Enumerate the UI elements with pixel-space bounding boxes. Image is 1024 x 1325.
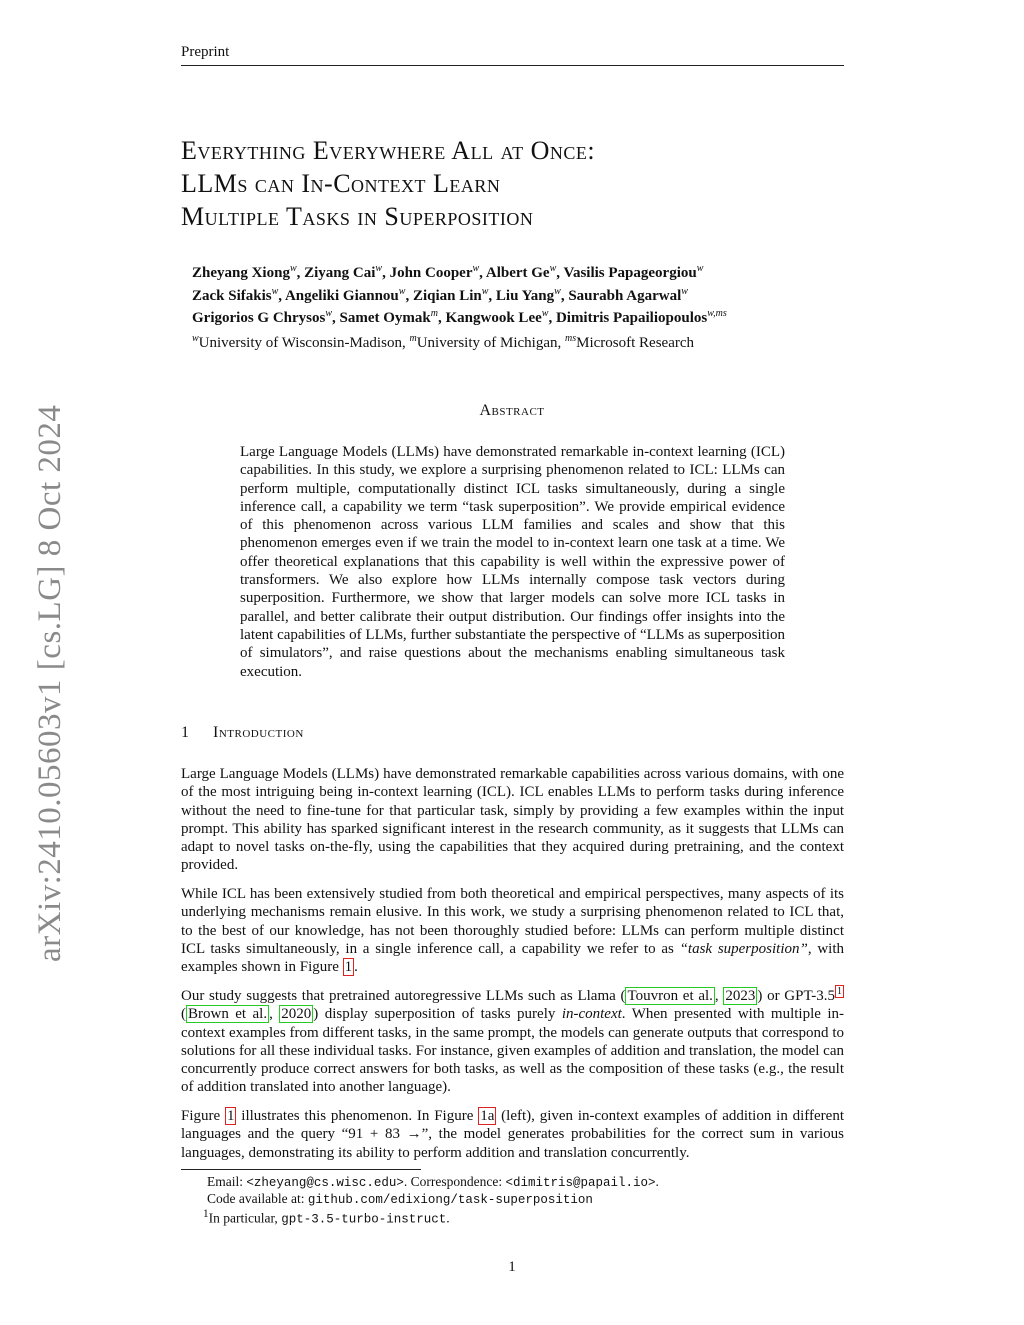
author-affiliation-mark: w (289, 263, 297, 274)
author-affiliation-mark: w (472, 263, 480, 274)
emphasis: “task superposition” (679, 940, 808, 957)
text-run: Email: (207, 1174, 247, 1189)
author-affiliation-mark: w (696, 263, 704, 274)
author-list (192, 260, 727, 328)
affiliation-name: University of Wisconsin-Madison, (198, 335, 410, 351)
author-affiliation-mark: w (481, 285, 489, 297)
author-name: Zack Sifakis (192, 287, 272, 304)
footnote-mark: 1 (203, 1208, 209, 1220)
figure-ref-link[interactable]: 1 (344, 959, 353, 976)
text-run: ) or GPT-3.5 (757, 988, 836, 1004)
text-run: Figure (181, 1108, 225, 1124)
author-name: Samet Oymak (339, 310, 431, 326)
footnote-rule (181, 1169, 421, 1170)
author-line-1: Zheyang Xiong$^w$, Ziyang Cai$^w$, John Cooper$^w$, Albert Ge$^w$, Vasilis Papageorgiou$^w$ (192, 263, 704, 281)
author-affiliation-mark: w (681, 285, 688, 297)
citation-link[interactable]: Touvron et al. (627, 988, 713, 1004)
footnote-code (207, 1191, 593, 1207)
author-name: Saurabh Agarwal (568, 287, 682, 304)
title-line-3: Multiple Tasks in Superposition (181, 202, 534, 231)
author-name: Ziqian Lin (412, 287, 482, 304)
author-affiliation-mark: w (375, 263, 383, 274)
footnote-link[interactable]: 1 (837, 986, 843, 997)
footnote-email (207, 1174, 659, 1190)
emphasis: in-context (561, 1006, 622, 1023)
code-url-link[interactable]: github.com/edixiong/task-superposition (307, 1193, 593, 1207)
section-number: 1 (181, 724, 190, 741)
intro-paragraph-3 (181, 987, 844, 1097)
author-name: Angeliki Giannou (284, 287, 399, 304)
text-run: Our study suggests that pretrained autoregressive LLMs such as Llama ( (181, 988, 626, 1004)
intro-paragraph-4 (181, 1107, 844, 1162)
title-line-1: Everything Everywhere All at Once: (181, 136, 596, 165)
intro-paragraph-2 (181, 885, 844, 976)
text-run: Code available at: (207, 1191, 308, 1206)
author-name: Kangwook Lee (445, 310, 542, 326)
author-name: Albert Ge (485, 265, 550, 281)
abstract-heading: Abstract (479, 402, 545, 419)
running-head: Preprint (181, 44, 230, 60)
author-name: Ziyang Cai (304, 265, 376, 281)
text-run: . (354, 959, 358, 976)
figure-ref-link[interactable]: 1 (226, 1108, 235, 1124)
paper-title (181, 134, 595, 233)
author-name: Liu Yang (495, 287, 555, 304)
abstract-body: Large Language Models (LLMs) have demonstrated remarkable in-context learning (ICL) capabilities. In this study, we explore a surprising phenomenon related to ICL: LLMs can perform multiple, computationally distinct ICL tasks simultaneously, during a single inference call, a capability we term “task superposition”. We provide empirical evidence of this phenomenon across various LLM families and scales and show that this phenomenon emerges even if we train the model to in-context learn one task at a time. We offer theoretical explanations that this capability is well within the expressive power of transformers. We also explore how LLMs internally compose task vectors during superposition. Furthermore, we show that larger models can solve more ICL tasks in parallel, and better calibrate their output distribution. Our findings offer insights into the latent capabilities of LLMs, further substantiate the perspective of “LLMs as superposition of simulators”, and raise questions about the mechanisms enabling simultaneous task execution. (240, 444, 785, 680)
text-run: In particular, (208, 1210, 282, 1226)
section-heading-introduction (181, 724, 304, 742)
email-link[interactable]: <zheyang@cs.wisc.edu> (246, 1176, 404, 1190)
author-affiliation-mark: w (554, 285, 561, 297)
author-name: Zheyang Xiong (192, 265, 290, 281)
text-run: . When presented with multiple in-context examples from different tasks, in the same prompt, the models can generate outputs that correspond to solutions for all these individual tasks. For instance, given examples of addition and translation, the model can concurrently produce correct answers for both tasks, as well as the composition of these tasks (e.g., the result of addition translated into another language). (181, 1006, 845, 1096)
footnote-1 (203, 1208, 450, 1227)
model-name: gpt-3.5-turbo-instruct (281, 1212, 447, 1227)
author-name: Dimitris Papailiopoulos (555, 310, 708, 326)
author-affiliation-mark: w (541, 308, 549, 319)
author-name: Vasilis Papageorgiou (563, 265, 697, 281)
section-title: Introduction (213, 724, 304, 741)
header-rule (181, 65, 844, 66)
text-run: . Correspondence: (403, 1174, 506, 1189)
affiliations (192, 333, 694, 352)
text-run: illustrates this phenomenon. In Figure (236, 1108, 479, 1124)
author-affiliation-mark: w,ms (707, 308, 727, 319)
citation-link[interactable]: Brown et al. (188, 1006, 268, 1023)
affiliation-name: Microsoft Research (576, 335, 695, 351)
author-affiliation-mark: w (325, 308, 333, 319)
author-line-2: Zack Sifakis$^w$, Angeliki Giannou$^w$, Ziqian Lin$^w$, Liu Yang$^w$, Saurabh Agarwal$^w$ (192, 285, 688, 304)
correspondence-email-link[interactable]: <dimitris@papail.io> (505, 1176, 656, 1190)
citation-year-link[interactable]: 2023 (725, 988, 756, 1004)
page-number: 1 (508, 1259, 516, 1275)
text-run: , (269, 1006, 280, 1023)
text-run: While ICL has been extensively studied from both theoretical and empirical perspectives, many aspects of its underlying mechanisms remain elusive. In this work, we study a surprising phenomenon related to ICL that, to the best of our knowledge, has not been thoroughly studied before: LLMs can perform multiple distinct ICL tasks simultaneously, in a single inference call, a capability we refer to as (181, 886, 844, 957)
author-line-3: Grigorios G Chrysos$^w$, Samet Oymak$^m$, Kangwook Lee$^w$, Dimitris Papailiopoulos$^{w,ms}$ (192, 308, 727, 326)
text-run: . (446, 1210, 450, 1226)
text-run: ) display superposition of tasks purely (313, 1006, 562, 1023)
citation-year-link[interactable]: 2020 (281, 1006, 312, 1023)
affiliation-mark: ms (565, 333, 577, 344)
affiliation-mark: w (192, 333, 199, 344)
affiliation-mark: m (409, 333, 417, 344)
affiliation-name: University of Michigan, (416, 335, 565, 351)
text-run: ( (181, 1006, 186, 1023)
text-run: , with examples shown in Figure (181, 940, 844, 976)
author-affiliation-mark: m (430, 308, 438, 319)
intro-paragraph-1: Large Language Models (LLMs) have demonstrated remarkable capabilities across various domains, with one of the most intriguing being in-context learning (ICL). ICL enables LLMs to perform tasks during inference without the need to fine-tune for that particular task, simply by providing a few examples within the input prompt. This ability has sparked significant interest in the research community, as it suggests that LLMs can adapt to novel tasks on-the-fly, using the capabilities that they acquired during pretraining, and the context provided. (181, 766, 844, 874)
figure-ref-link[interactable]: 1a (480, 1108, 495, 1124)
author-affiliation-mark: w (398, 285, 406, 297)
arxiv-stamp[interactable]: arXiv:2410.05603v1 [cs.LG] 8 Oct 2024 (32, 404, 68, 962)
text-run: (left), given in-context examples of addition in different languages and the query “91 + 83 →”, the model generates probabilities for the correct sum in various languages, demonstrating its ability to perform addition and translation concurrently. (181, 1108, 844, 1161)
text-run: , (714, 988, 724, 1004)
author-name: Grigorios G Chrysos (192, 310, 326, 326)
author-affiliation-mark: w (549, 263, 557, 274)
author-affiliation-mark: w (271, 285, 279, 297)
title-line-2: LLMs can In-Context Learn (181, 169, 501, 198)
text-run: . (655, 1174, 659, 1189)
author-name: John Cooper (389, 265, 473, 281)
